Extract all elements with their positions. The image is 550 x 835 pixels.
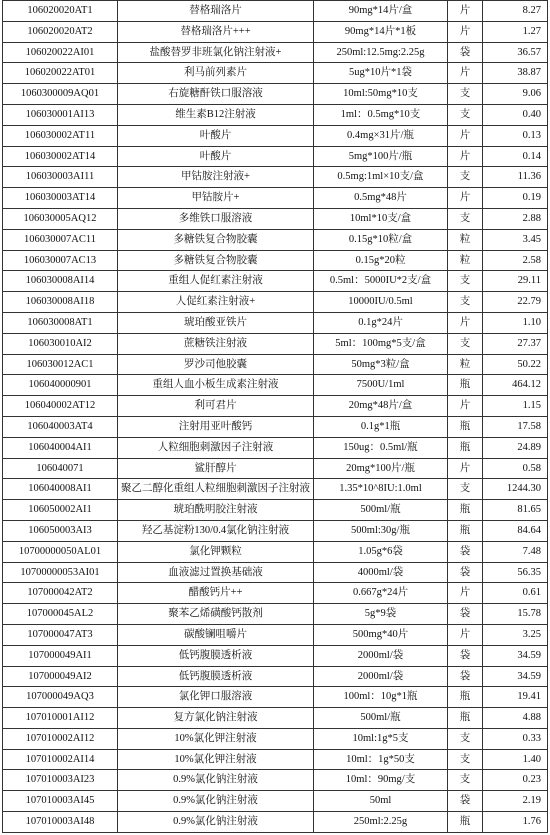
table-row bbox=[3, 354, 548, 375]
drug-unit-cell: 片 bbox=[448, 1, 483, 22]
drug-price-cell: 0.23 bbox=[483, 770, 548, 791]
drug-price-cell: 17.58 bbox=[483, 416, 548, 437]
drug-code-cell: 10700000053AI01 bbox=[3, 562, 118, 583]
drug-unit-cell: 支 bbox=[448, 271, 483, 292]
drug-code-cell: 106030008AT1 bbox=[3, 312, 118, 333]
drug-price-cell: 27.37 bbox=[483, 333, 548, 354]
drug-unit-cell: 支 bbox=[448, 770, 483, 791]
drug-unit-cell: 袋 bbox=[448, 791, 483, 812]
drug-unit-cell: 支 bbox=[448, 333, 483, 354]
drug-price-table bbox=[2, 0, 548, 833]
drug-name-cell: 替格瑞洛片+++ bbox=[118, 21, 314, 42]
drug-spec-cell: 0.5mg*48片 bbox=[314, 188, 448, 209]
drug-unit-cell: 支 bbox=[448, 208, 483, 229]
drug-unit-cell: 支 bbox=[448, 104, 483, 125]
drug-price-cell: 1.27 bbox=[483, 21, 548, 42]
drug-spec-cell: 0.667g*24片 bbox=[314, 583, 448, 604]
drug-price-cell: 1.76 bbox=[483, 812, 548, 833]
drug-spec-cell: 500ml/瓶 bbox=[314, 708, 448, 729]
drug-spec-cell: 0.15g*10粒/盒 bbox=[314, 229, 448, 250]
drug-unit-cell: 片 bbox=[448, 458, 483, 479]
drug-code-cell: 106040008AI1 bbox=[3, 479, 118, 500]
drug-unit-cell: 袋 bbox=[448, 666, 483, 687]
drug-spec-cell: 10ml：1g*50支 bbox=[314, 749, 448, 770]
drug-unit-cell: 片 bbox=[448, 396, 483, 417]
drug-spec-cell: 10ml:50mg*10支 bbox=[314, 84, 448, 105]
drug-name-cell: 聚苯乙烯磺酸钙散剂 bbox=[118, 604, 314, 625]
drug-price-cell: 4.88 bbox=[483, 708, 548, 729]
drug-spec-cell: 0.1g*24片 bbox=[314, 312, 448, 333]
drug-spec-cell: 1.05g*6袋 bbox=[314, 541, 448, 562]
drug-name-cell: 0.9%氯化钠注射液 bbox=[118, 812, 314, 833]
table-row bbox=[3, 583, 548, 604]
drug-price-cell: 34.59 bbox=[483, 666, 548, 687]
drug-spec-cell: 250ml:12.5mg:2.25g bbox=[314, 42, 448, 63]
drug-code-cell: 107000042AT2 bbox=[3, 583, 118, 604]
table-row bbox=[3, 333, 548, 354]
drug-spec-cell: 500mg*40片 bbox=[314, 624, 448, 645]
drug-spec-cell: 90mg*14片/盒 bbox=[314, 1, 448, 22]
drug-code-cell: 106040004AI1 bbox=[3, 437, 118, 458]
drug-price-cell: 464.12 bbox=[483, 375, 548, 396]
drug-name-cell: 羟乙基淀粉130/0.4氯化钠注射液 bbox=[118, 520, 314, 541]
drug-spec-cell: 50mg*3粒/盒 bbox=[314, 354, 448, 375]
drug-spec-cell: 5ug*10片*1袋 bbox=[314, 63, 448, 84]
drug-unit-cell: 片 bbox=[448, 146, 483, 167]
table-row bbox=[3, 500, 548, 521]
table-row bbox=[3, 292, 548, 313]
drug-unit-cell: 瓶 bbox=[448, 375, 483, 396]
drug-code-cell: 106030003AT14 bbox=[3, 188, 118, 209]
drug-code-cell: 106030007AC11 bbox=[3, 229, 118, 250]
drug-price-cell: 11.36 bbox=[483, 167, 548, 188]
drug-name-cell: 叶酸片 bbox=[118, 125, 314, 146]
drug-name-cell: 低钙腹膜透析液 bbox=[118, 666, 314, 687]
drug-spec-cell: 0.15g*20粒 bbox=[314, 250, 448, 271]
drug-name-cell: 蔗糖铁注射液 bbox=[118, 333, 314, 354]
drug-unit-cell: 片 bbox=[448, 21, 483, 42]
drug-name-cell: 氯化钾口服溶液 bbox=[118, 687, 314, 708]
drug-name-cell: 维生素B12注射液 bbox=[118, 104, 314, 125]
table-row bbox=[3, 416, 548, 437]
drug-name-cell: 替格瑞洛片 bbox=[118, 1, 314, 22]
drug-price-cell: 15.78 bbox=[483, 604, 548, 625]
drug-unit-cell: 袋 bbox=[448, 645, 483, 666]
drug-code-cell: 107000045AL2 bbox=[3, 604, 118, 625]
table-row bbox=[3, 541, 548, 562]
drug-unit-cell: 支 bbox=[448, 84, 483, 105]
drug-code-cell: 107010002AI14 bbox=[3, 749, 118, 770]
drug-code-cell: 106030008AI18 bbox=[3, 292, 118, 313]
drug-unit-cell: 瓶 bbox=[448, 812, 483, 833]
drug-name-cell: 叶酸片 bbox=[118, 146, 314, 167]
drug-price-cell: 38.87 bbox=[483, 63, 548, 84]
drug-code-cell: 106030001AI13 bbox=[3, 104, 118, 125]
table-row bbox=[3, 437, 548, 458]
drug-name-cell: 甲钴胺片+ bbox=[118, 188, 314, 209]
drug-code-cell: 106020020AT1 bbox=[3, 1, 118, 22]
table-row bbox=[3, 791, 548, 812]
drug-code-cell: 107000049AI1 bbox=[3, 645, 118, 666]
drug-price-cell: 3.25 bbox=[483, 624, 548, 645]
drug-name-cell: 利马前列素片 bbox=[118, 63, 314, 84]
drug-code-cell: 106050003AI3 bbox=[3, 520, 118, 541]
drug-price-cell: 7.48 bbox=[483, 541, 548, 562]
drug-code-cell: 106020022AI01 bbox=[3, 42, 118, 63]
drug-spec-cell: 0.1g*1瓶 bbox=[314, 416, 448, 437]
drug-spec-cell: 2000ml/袋 bbox=[314, 645, 448, 666]
drug-code-cell: 107010001AI12 bbox=[3, 708, 118, 729]
drug-price-cell: 81.65 bbox=[483, 500, 548, 521]
drug-code-cell: 106040002AT12 bbox=[3, 396, 118, 417]
drug-spec-cell: 90mg*14片*1板 bbox=[314, 21, 448, 42]
drug-price-cell: 36.57 bbox=[483, 42, 548, 63]
drug-price-cell: 0.14 bbox=[483, 146, 548, 167]
drug-name-cell: 罗沙司他胶囊 bbox=[118, 354, 314, 375]
drug-unit-cell: 瓶 bbox=[448, 500, 483, 521]
drug-name-cell: 多糖铁复合物胶囊 bbox=[118, 229, 314, 250]
table-row bbox=[3, 479, 548, 500]
drug-name-cell: 氯化钾颗粒 bbox=[118, 541, 314, 562]
table-row bbox=[3, 146, 548, 167]
table-row bbox=[3, 375, 548, 396]
drug-unit-cell: 袋 bbox=[448, 604, 483, 625]
drug-price-cell: 22.79 bbox=[483, 292, 548, 313]
drug-code-cell: 107000049AQ3 bbox=[3, 687, 118, 708]
drug-code-cell: 106030010AI2 bbox=[3, 333, 118, 354]
drug-unit-cell: 片 bbox=[448, 125, 483, 146]
drug-spec-cell: 500ml:30g/瓶 bbox=[314, 520, 448, 541]
drug-spec-cell: 20mg*48片/盒 bbox=[314, 396, 448, 417]
drug-name-cell: 聚乙二醇化重组人粒细胞刺激因子注射液 bbox=[118, 479, 314, 500]
drug-unit-cell: 片 bbox=[448, 583, 483, 604]
drug-price-cell: 19.41 bbox=[483, 687, 548, 708]
drug-code-cell: 106020022AT01 bbox=[3, 63, 118, 84]
table-row bbox=[3, 624, 548, 645]
drug-price-cell: 0.19 bbox=[483, 188, 548, 209]
drug-spec-cell: 5g*9袋 bbox=[314, 604, 448, 625]
drug-name-cell: 人粒细胞刺激因子注射液 bbox=[118, 437, 314, 458]
drug-price-cell: 1.40 bbox=[483, 749, 548, 770]
drug-spec-cell: 50ml bbox=[314, 791, 448, 812]
drug-code-cell: 10700000050AL01 bbox=[3, 541, 118, 562]
drug-unit-cell: 瓶 bbox=[448, 708, 483, 729]
drug-spec-cell: 0.4mg×31片/瓶 bbox=[314, 125, 448, 146]
drug-name-cell: 0.9%氯化钠注射液 bbox=[118, 791, 314, 812]
drug-price-cell: 1.15 bbox=[483, 396, 548, 417]
drug-unit-cell: 粒 bbox=[448, 229, 483, 250]
drug-unit-cell: 粒 bbox=[448, 250, 483, 271]
drug-code-cell: 107010003AI45 bbox=[3, 791, 118, 812]
drug-spec-cell: 250ml:2.25g bbox=[314, 812, 448, 833]
drug-spec-cell: 10ml:1g*5支 bbox=[314, 728, 448, 749]
drug-price-cell: 3.45 bbox=[483, 229, 548, 250]
table-row bbox=[3, 562, 548, 583]
drug-code-cell: 106030008AI14 bbox=[3, 271, 118, 292]
drug-spec-cell: 10ml*10支/盒 bbox=[314, 208, 448, 229]
drug-code-cell: 106040071 bbox=[3, 458, 118, 479]
drug-name-cell: 多维铁口服溶液 bbox=[118, 208, 314, 229]
drug-name-cell: 琥珀酰明胶注射液 bbox=[118, 500, 314, 521]
table-row bbox=[3, 21, 548, 42]
drug-code-cell: 106030002AT14 bbox=[3, 146, 118, 167]
drug-code-cell: 107010002AI12 bbox=[3, 728, 118, 749]
drug-name-cell: 右旋糖酐铁口服溶液 bbox=[118, 84, 314, 105]
drug-spec-cell: 100ml：10g*1瓶 bbox=[314, 687, 448, 708]
drug-code-cell: 106030007AC13 bbox=[3, 250, 118, 271]
drug-code-cell: 107000049AI2 bbox=[3, 666, 118, 687]
drug-unit-cell: 袋 bbox=[448, 562, 483, 583]
drug-unit-cell: 片 bbox=[448, 624, 483, 645]
drug-name-cell: 注射用亚叶酸钙 bbox=[118, 416, 314, 437]
table-row bbox=[3, 84, 548, 105]
table-row bbox=[3, 125, 548, 146]
drug-spec-cell: 0.5ml：5000IU*2支/盒 bbox=[314, 271, 448, 292]
drug-price-cell: 0.13 bbox=[483, 125, 548, 146]
drug-name-cell: 盐酸替罗非班氯化钠注射液+ bbox=[118, 42, 314, 63]
drug-price-cell: 1.10 bbox=[483, 312, 548, 333]
table-row bbox=[3, 229, 548, 250]
drug-spec-cell: 500ml/瓶 bbox=[314, 500, 448, 521]
drug-unit-cell: 袋 bbox=[448, 42, 483, 63]
table-row bbox=[3, 63, 548, 84]
drug-name-cell: 鲨肝醇片 bbox=[118, 458, 314, 479]
drug-unit-cell: 支 bbox=[448, 728, 483, 749]
drug-name-cell: 10%氯化钾注射液 bbox=[118, 728, 314, 749]
drug-price-cell: 84.64 bbox=[483, 520, 548, 541]
drug-price-cell: 56.35 bbox=[483, 562, 548, 583]
drug-code-cell: 106030012AC1 bbox=[3, 354, 118, 375]
drug-spec-cell: 5ml：100mg*5支/盒 bbox=[314, 333, 448, 354]
drug-name-cell: 利可君片 bbox=[118, 396, 314, 417]
drug-price-cell: 2.88 bbox=[483, 208, 548, 229]
drug-name-cell: 醋酸钙片++ bbox=[118, 583, 314, 604]
drug-name-cell: 血液滤过置换基础液 bbox=[118, 562, 314, 583]
drug-unit-cell: 片 bbox=[448, 63, 483, 84]
drug-code-cell: 106030003AI11 bbox=[3, 167, 118, 188]
table-row bbox=[3, 645, 548, 666]
drug-unit-cell: 支 bbox=[448, 749, 483, 770]
table-row bbox=[3, 520, 548, 541]
drug-spec-cell: 2000ml/袋 bbox=[314, 666, 448, 687]
table-row bbox=[3, 708, 548, 729]
table-row bbox=[3, 687, 548, 708]
drug-unit-cell: 支 bbox=[448, 292, 483, 313]
drug-unit-cell: 片 bbox=[448, 312, 483, 333]
drug-price-cell: 8.27 bbox=[483, 1, 548, 22]
table-row bbox=[3, 728, 548, 749]
drug-spec-cell: 20mg*100片/瓶 bbox=[314, 458, 448, 479]
drug-unit-cell: 支 bbox=[448, 479, 483, 500]
table-row bbox=[3, 770, 548, 791]
drug-code-cell: 106040000901 bbox=[3, 375, 118, 396]
drug-unit-cell: 瓶 bbox=[448, 687, 483, 708]
drug-name-cell: 重组人血小板生成素注射液 bbox=[118, 375, 314, 396]
drug-name-cell: 多糖铁复合物胶囊 bbox=[118, 250, 314, 271]
drug-name-cell: 甲钴胺注射液+ bbox=[118, 167, 314, 188]
drug-price-cell: 0.33 bbox=[483, 728, 548, 749]
drug-spec-cell: 5mg*100片/瓶 bbox=[314, 146, 448, 167]
drug-spec-cell: 1.35*10^8IU:1.0ml bbox=[314, 479, 448, 500]
table-row bbox=[3, 396, 548, 417]
table-row bbox=[3, 271, 548, 292]
table-row bbox=[3, 666, 548, 687]
drug-price-cell: 0.61 bbox=[483, 583, 548, 604]
drug-name-cell: 10%氯化钾注射液 bbox=[118, 749, 314, 770]
drug-spec-cell: 10ml：90mg/支 bbox=[314, 770, 448, 791]
drug-code-cell: 106030005AQ12 bbox=[3, 208, 118, 229]
table-row bbox=[3, 604, 548, 625]
drug-spec-cell: 150ug：0.5ml/瓶 bbox=[314, 437, 448, 458]
drug-name-cell: 0.9%氯化钠注射液 bbox=[118, 770, 314, 791]
table-row bbox=[3, 1, 548, 22]
drug-price-cell: 2.19 bbox=[483, 791, 548, 812]
table-row bbox=[3, 812, 548, 833]
drug-unit-cell: 瓶 bbox=[448, 416, 483, 437]
drug-spec-cell: 4000ml/袋 bbox=[314, 562, 448, 583]
drug-code-cell: 106050002AI1 bbox=[3, 500, 118, 521]
table-row bbox=[3, 208, 548, 229]
drug-spec-cell: 7500U/1ml bbox=[314, 375, 448, 396]
drug-price-cell: 1244.30 bbox=[483, 479, 548, 500]
drug-code-cell: 106030002AT11 bbox=[3, 125, 118, 146]
table-row bbox=[3, 458, 548, 479]
drug-code-cell: 106040003AT4 bbox=[3, 416, 118, 437]
drug-price-cell: 24.89 bbox=[483, 437, 548, 458]
drug-name-cell: 重组人促红素注射液 bbox=[118, 271, 314, 292]
drug-code-cell: 1060300009AQ01 bbox=[3, 84, 118, 105]
drug-code-cell: 106020020AT2 bbox=[3, 21, 118, 42]
drug-code-cell: 107000047AT3 bbox=[3, 624, 118, 645]
drug-price-cell: 29.11 bbox=[483, 271, 548, 292]
drug-unit-cell: 袋 bbox=[448, 541, 483, 562]
table-row bbox=[3, 167, 548, 188]
table-row bbox=[3, 250, 548, 271]
drug-name-cell: 低钙腹膜透析液 bbox=[118, 645, 314, 666]
drug-code-cell: 107010003AI48 bbox=[3, 812, 118, 833]
drug-unit-cell: 瓶 bbox=[448, 437, 483, 458]
drug-price-cell: 2.58 bbox=[483, 250, 548, 271]
drug-name-cell: 碳酸镧咀嚼片 bbox=[118, 624, 314, 645]
drug-spec-cell: 0.5mg:1ml×10支/盒 bbox=[314, 167, 448, 188]
drug-price-cell: 9.06 bbox=[483, 84, 548, 105]
drug-table-body bbox=[3, 1, 548, 833]
drug-code-cell: 107010003AI23 bbox=[3, 770, 118, 791]
table-row bbox=[3, 104, 548, 125]
drug-spec-cell: 1ml：0.5mg*10支 bbox=[314, 104, 448, 125]
table-row bbox=[3, 42, 548, 63]
drug-unit-cell: 粒 bbox=[448, 354, 483, 375]
drug-spec-cell: 10000IU/0.5ml bbox=[314, 292, 448, 313]
drug-name-cell: 人促红素注射液+ bbox=[118, 292, 314, 313]
table-row bbox=[3, 188, 548, 209]
drug-unit-cell: 支 bbox=[448, 167, 483, 188]
drug-name-cell: 琥珀酸亚铁片 bbox=[118, 312, 314, 333]
drug-price-cell: 0.58 bbox=[483, 458, 548, 479]
table-row bbox=[3, 749, 548, 770]
table-row bbox=[3, 312, 548, 333]
drug-price-cell: 34.59 bbox=[483, 645, 548, 666]
drug-price-cell: 50.22 bbox=[483, 354, 548, 375]
drug-unit-cell: 瓶 bbox=[448, 520, 483, 541]
drug-price-cell: 0.40 bbox=[483, 104, 548, 125]
drug-unit-cell: 片 bbox=[448, 188, 483, 209]
drug-name-cell: 复方氯化钠注射液 bbox=[118, 708, 314, 729]
